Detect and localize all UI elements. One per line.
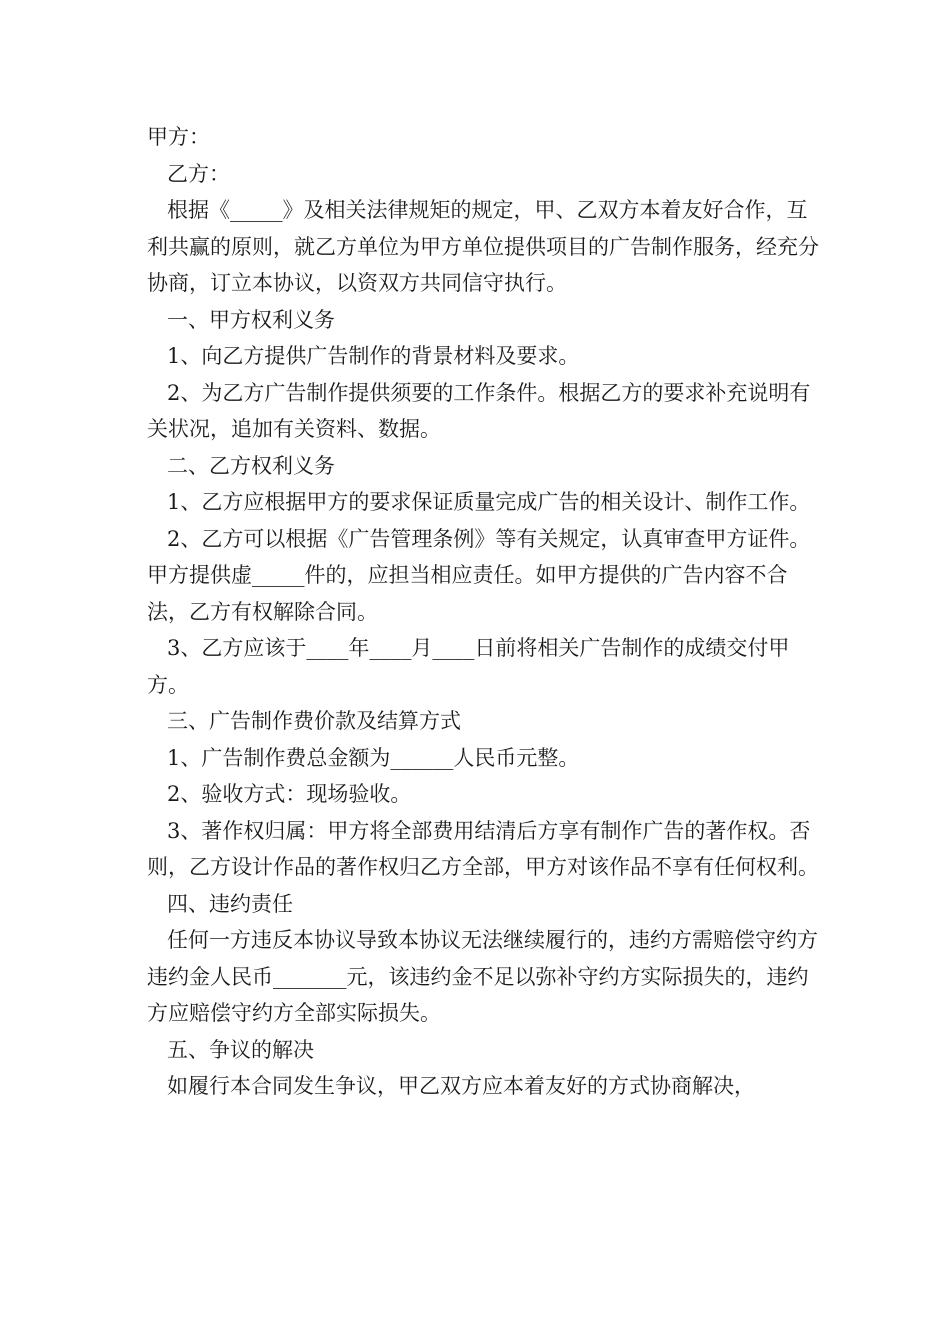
clause-3-1: 1、广告制作费总金额为______人民币元整。	[167, 745, 580, 770]
clause-2-1: 1、乙方应根据甲方的要求保证质量完成广告的相关设计、制作工作。	[167, 490, 811, 514]
clause-2-2: 2、乙方可以根据《广告管理条例》等有关规定，认真审查甲方证件。甲方提供虚_____件的，应担当相应责任。如甲方提供的广告内容不合法，乙方有权解除合同。	[147, 526, 811, 624]
clause-1-2: 2、为乙方广告制作提供须要的工作条件。根据乙方的要求补充说明有关状况，追加有关资料、数据。	[147, 380, 811, 441]
section-heading-4: 四、违约责任	[167, 891, 293, 916]
clause-5-1: 如履行本合同发生争议，甲乙双方应本着友好的方式协商解决，	[167, 1074, 755, 1098]
clause-3-3: 3、著作权归属：甲方将全部费用结清后方享有制作广告的著作权。否则，乙方设计作品的著作权归乙方全部，甲方对该作品不享有任何权利。	[147, 818, 819, 879]
clause-3-2: 2、验收方式：现场验收。	[167, 782, 412, 806]
clause-4-1: 任何一方违反本协议导致本协议无法继续履行的，违约方需赔偿守约方违约金人民币_______元，该违约金不足以弥补守约方实际损失的，违约方应赔偿守约方全部实际损失。	[147, 928, 818, 1025]
section-heading-5: 五、争议的解决	[167, 1037, 314, 1062]
clause-2-3: 3、乙方应该于____年____月____日前将相关广告制作的成绩交付甲方。	[147, 636, 790, 697]
preamble-paragraph: 根据《_____》及相关法律规矩的规定，甲、乙双方本着友好合作，互利共赢的原则，就乙方单位为甲方单位提供项目的广告制作服务，经充分协商，订立本协议，以资双方共同信守执行。	[147, 198, 819, 295]
section-heading-3: 三、广告制作费价款及结算方式	[167, 709, 461, 733]
contract-body	[147, 119, 827, 1105]
party-a-line: 甲方：	[147, 125, 210, 149]
party-b-line: 乙方：	[167, 161, 230, 186]
section-heading-2: 二、乙方权利义务	[167, 453, 335, 478]
clause-1-1: 1、向乙方提供广告制作的背景材料及要求。	[167, 344, 580, 368]
section-heading-1: 一、甲方权利义务	[167, 307, 335, 332]
